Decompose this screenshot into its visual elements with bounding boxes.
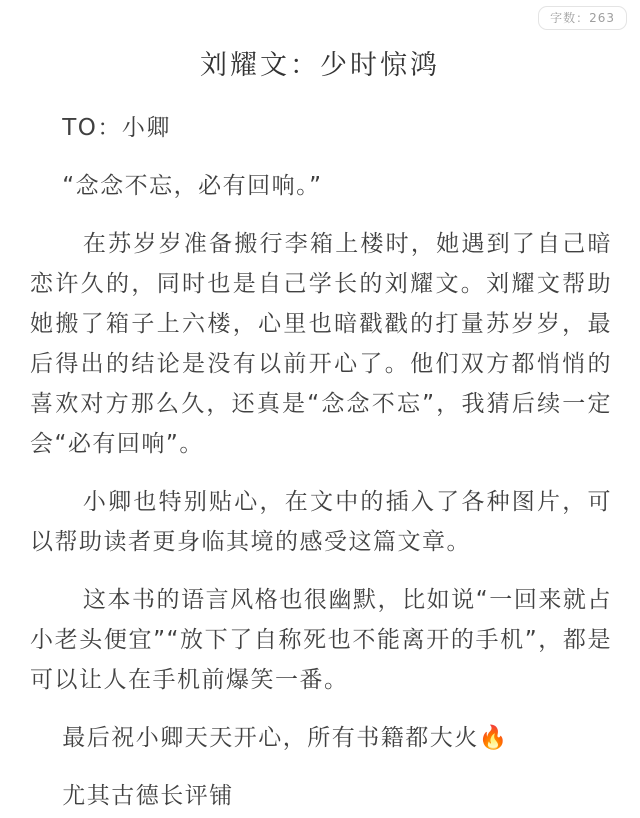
paragraph-wishes: 最后祝小卿天天开心，所有书籍都大火🔥: [62, 725, 509, 751]
word-count-badge: [538, 6, 627, 30]
document-body: [30, 108, 612, 816]
paragraph-story: 在苏岁岁准备搬行李箱上楼时，她遇到了自己暗恋许久的，同时也是自己学长的刘耀文。刘耀文帮助她搬了箱子上六楼，心里也暗戳戳的打量苏岁岁，最后得出的结论是没有以前开心了。他们双方都悄悄的喜欢对方那么久，还真是“念念不忘”，我猜后续一定会“必有回响”。: [30, 231, 612, 457]
dedication-line: TO：小卿: [62, 115, 171, 141]
paragraph-pictures: 小卿也特别贴心，在文中的插入了各种图片，可以帮助读者更身临其境的感受这篇文章。: [30, 489, 612, 555]
signature-line: 尤其古德长评铺: [62, 783, 234, 809]
page-title: 刘耀文：少时惊鸿: [200, 50, 440, 81]
quote-line: “念念不忘，必有回响。”: [62, 173, 323, 199]
paragraph-humor: 这本书的语言风格也很幽默，比如说“一回来就占小老头便宜”“放下了自称死也不能离开的手机”，都是可以让人在手机前爆笑一番。: [30, 587, 612, 693]
word-count-label: 字数：263: [550, 11, 615, 25]
